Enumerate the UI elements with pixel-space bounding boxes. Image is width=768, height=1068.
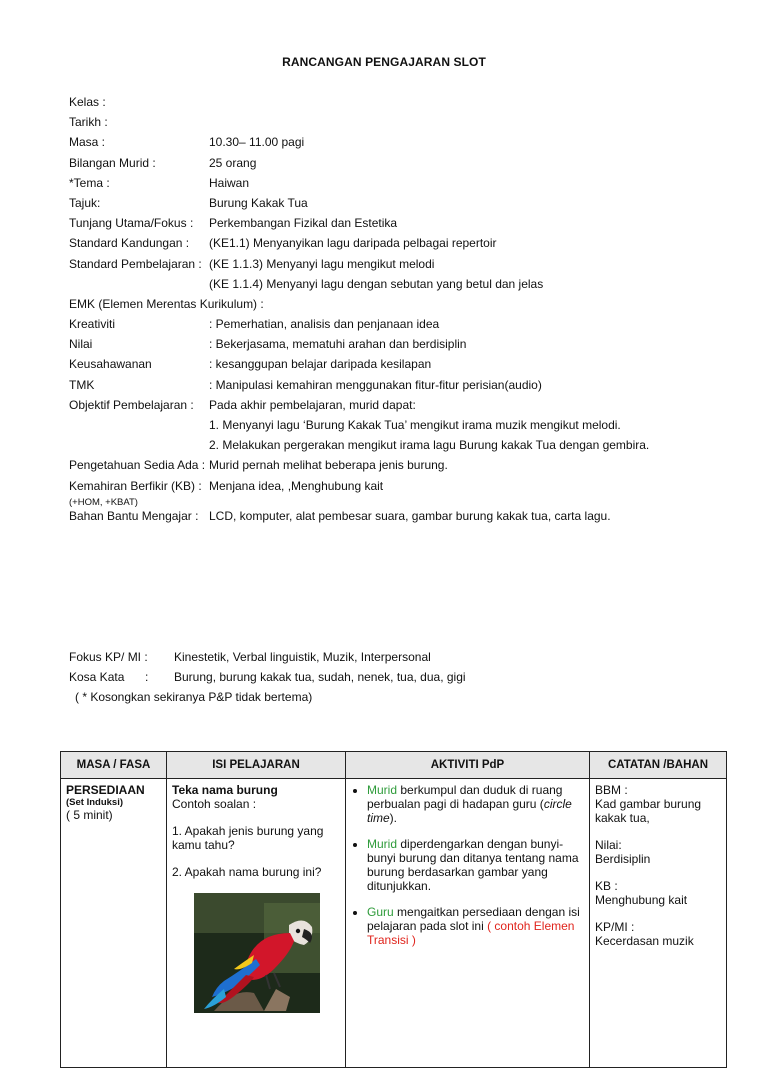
list-item: • Murid diperdengarkan dengan bunyi-bunyi burung dan ditanya tentang nama burung berdasarkan gambar yang ditunjukkan. — [367, 837, 584, 893]
info-label: Bilangan Murid : — [69, 155, 156, 170]
info-label: Nilai — [69, 337, 93, 352]
info-value: Haiwan — [209, 175, 250, 190]
info-row — [69, 415, 749, 435]
info-label: *Tema : — [69, 175, 110, 190]
info-row — [69, 92, 749, 112]
info-value: : kesanggupan belajar daripada kesilapan — [209, 357, 432, 372]
info-row — [69, 213, 749, 233]
info-label: Pengetahuan Sedia Ada : — [69, 458, 206, 473]
info-value: : Bekerjasama, mematuhi arahan dan berdisiplin — [209, 337, 467, 352]
lesson-info — [69, 92, 749, 528]
list-item: • Murid berkumpul dan duduk di ruang perbualan pagi di hadapan guru (circle time). — [367, 783, 584, 825]
info-row — [69, 455, 749, 475]
info-row — [69, 476, 749, 496]
info-row — [69, 153, 749, 173]
info-label: Bahan Bantu Mengajar : — [69, 508, 199, 523]
info-value: : Manipulasi kemahiran menggunakan fitur-fitur perisian(audio) — [209, 377, 542, 392]
header-isi-pelajaran: ISI PELAJARAN — [167, 752, 346, 779]
info-label: Masa : — [69, 135, 106, 150]
info-label: Kelas : — [69, 95, 106, 109]
info-row — [69, 314, 749, 334]
info-value: 25 orang — [209, 155, 257, 170]
info-row — [69, 193, 749, 213]
info-label: Objektif Pembelajaran : — [69, 397, 194, 412]
fasa-time: ( 5 minit) — [66, 808, 113, 822]
header-aktiviti: AKTIVITI PdP — [346, 752, 590, 779]
info-row — [69, 294, 749, 314]
fasa-sub: (Set Induksi) — [66, 797, 124, 808]
isi-intro: Contoh soalan : — [172, 797, 257, 811]
info-row — [69, 334, 749, 354]
document-title: RANCANGAN PENGAJARAN SLOT — [282, 55, 486, 69]
info-label: Kemahiran Berfikir (KB) : — [69, 478, 202, 493]
focus-section — [69, 647, 749, 708]
parrot-image — [194, 893, 320, 1013]
info-row — [69, 233, 749, 253]
info-value: Pada akhir pembelajaran, murid dapat: — [209, 397, 416, 412]
isi-heading: Teka nama burung — [172, 783, 278, 797]
info-value: LCD, komputer, alat pembesar suara, gambar burung kakak tua, carta lagu. — [209, 508, 611, 523]
info-row — [69, 395, 749, 415]
header-catatan: CATATAN /BAHAN — [590, 752, 727, 779]
info-label: EMK (Elemen Merentas Kurikulum) : — [69, 296, 264, 311]
info-label: Keusahawanan — [69, 357, 152, 372]
table-row — [61, 779, 727, 1068]
fasa-name: PERSEDIAAN — [66, 783, 145, 797]
info-value: 10.30– 11.00 pagi — [209, 135, 305, 150]
info-row — [69, 375, 749, 395]
info-label: Tunjang Utama/Fokus : — [69, 216, 194, 231]
info-row — [69, 435, 749, 455]
info-row-bbm — [69, 508, 749, 528]
info-label: Tarikh : — [69, 115, 108, 130]
aktiviti-list — [351, 783, 584, 947]
info-row — [69, 354, 749, 374]
info-value: Menjana idea, ,Menghubung kait — [209, 478, 384, 493]
info-value: 1. Menyanyi lagu ‘Burung Kakak Tua’ mengikut irama muzik mengikut melodi. — [209, 418, 621, 432]
info-row — [69, 132, 749, 152]
isi-question-1: 1. Apakah jenis burung yang kamu tahu? — [172, 824, 324, 852]
cell-aktiviti — [346, 779, 590, 1068]
info-label: TMK — [69, 377, 95, 392]
info-row — [69, 274, 749, 294]
lesson-plan-table — [60, 751, 727, 1068]
info-value: : Pemerhatian, analisis dan penjanaan idea — [209, 317, 440, 332]
info-value: (KE1.1) Menyanyikan lagu daripada pelbagai repertoir — [209, 236, 497, 251]
info-label: Standard Pembelajaran : — [69, 256, 202, 271]
list-item: • Guru mengaitkan persediaan dengan isi pelajaran pada slot ini ( contoh Elemen Transisi ) — [367, 905, 584, 947]
cell-catatan: BBM : Kad gambar burung kakak tua, Nilai: Berdisiplin KB : Menghubung kait KP/MI : Kecerdasan muzik — [590, 779, 727, 1068]
header-masa-fasa: MASA / FASA — [61, 752, 167, 779]
info-row — [69, 173, 749, 193]
tema-note: ( * Kosongkan sekiranya P&P tidak bertema) — [75, 690, 313, 705]
info-value: 2. Melakukan pergerakan mengikut irama lagu Burung kakak Tua dengan gembira. — [209, 438, 650, 453]
info-row — [69, 112, 749, 132]
isi-question-2: 2. Apakah nama burung ini? — [172, 865, 322, 879]
info-label: Standard Kandungan : — [69, 236, 190, 251]
info-label: Kreativiti — [69, 317, 116, 332]
info-value: (KE 1.1.3) Menyanyi lagu mengikut melodi — [209, 256, 435, 271]
info-value: Burung Kakak Tua — [209, 195, 308, 210]
table-header-row — [61, 752, 727, 779]
info-value: Perkembangan Fizikal dan Estetika — [209, 216, 398, 231]
hom-note: (+HOM, +KBAT) — [69, 496, 138, 508]
info-label: Tajuk: — [69, 195, 101, 210]
info-value: Murid pernah melihat beberapa jenis burung. — [209, 458, 448, 473]
focus-kp-row: Fokus KP/ MI : Kinestetik, Verbal linguistik, Muzik, Interpersonal — [69, 650, 431, 664]
cell-isi — [167, 779, 346, 1068]
info-value: (KE 1.1.4) Menyanyi lagu dengan sebutan yang betul dan jelas — [209, 276, 544, 291]
info-row — [69, 254, 749, 274]
kosa-kata-row: Kosa Kata : Burung, burung kakak tua, sudah, nenek, tua, dua, gigi — [69, 670, 466, 685]
cell-fasa — [61, 779, 167, 1068]
